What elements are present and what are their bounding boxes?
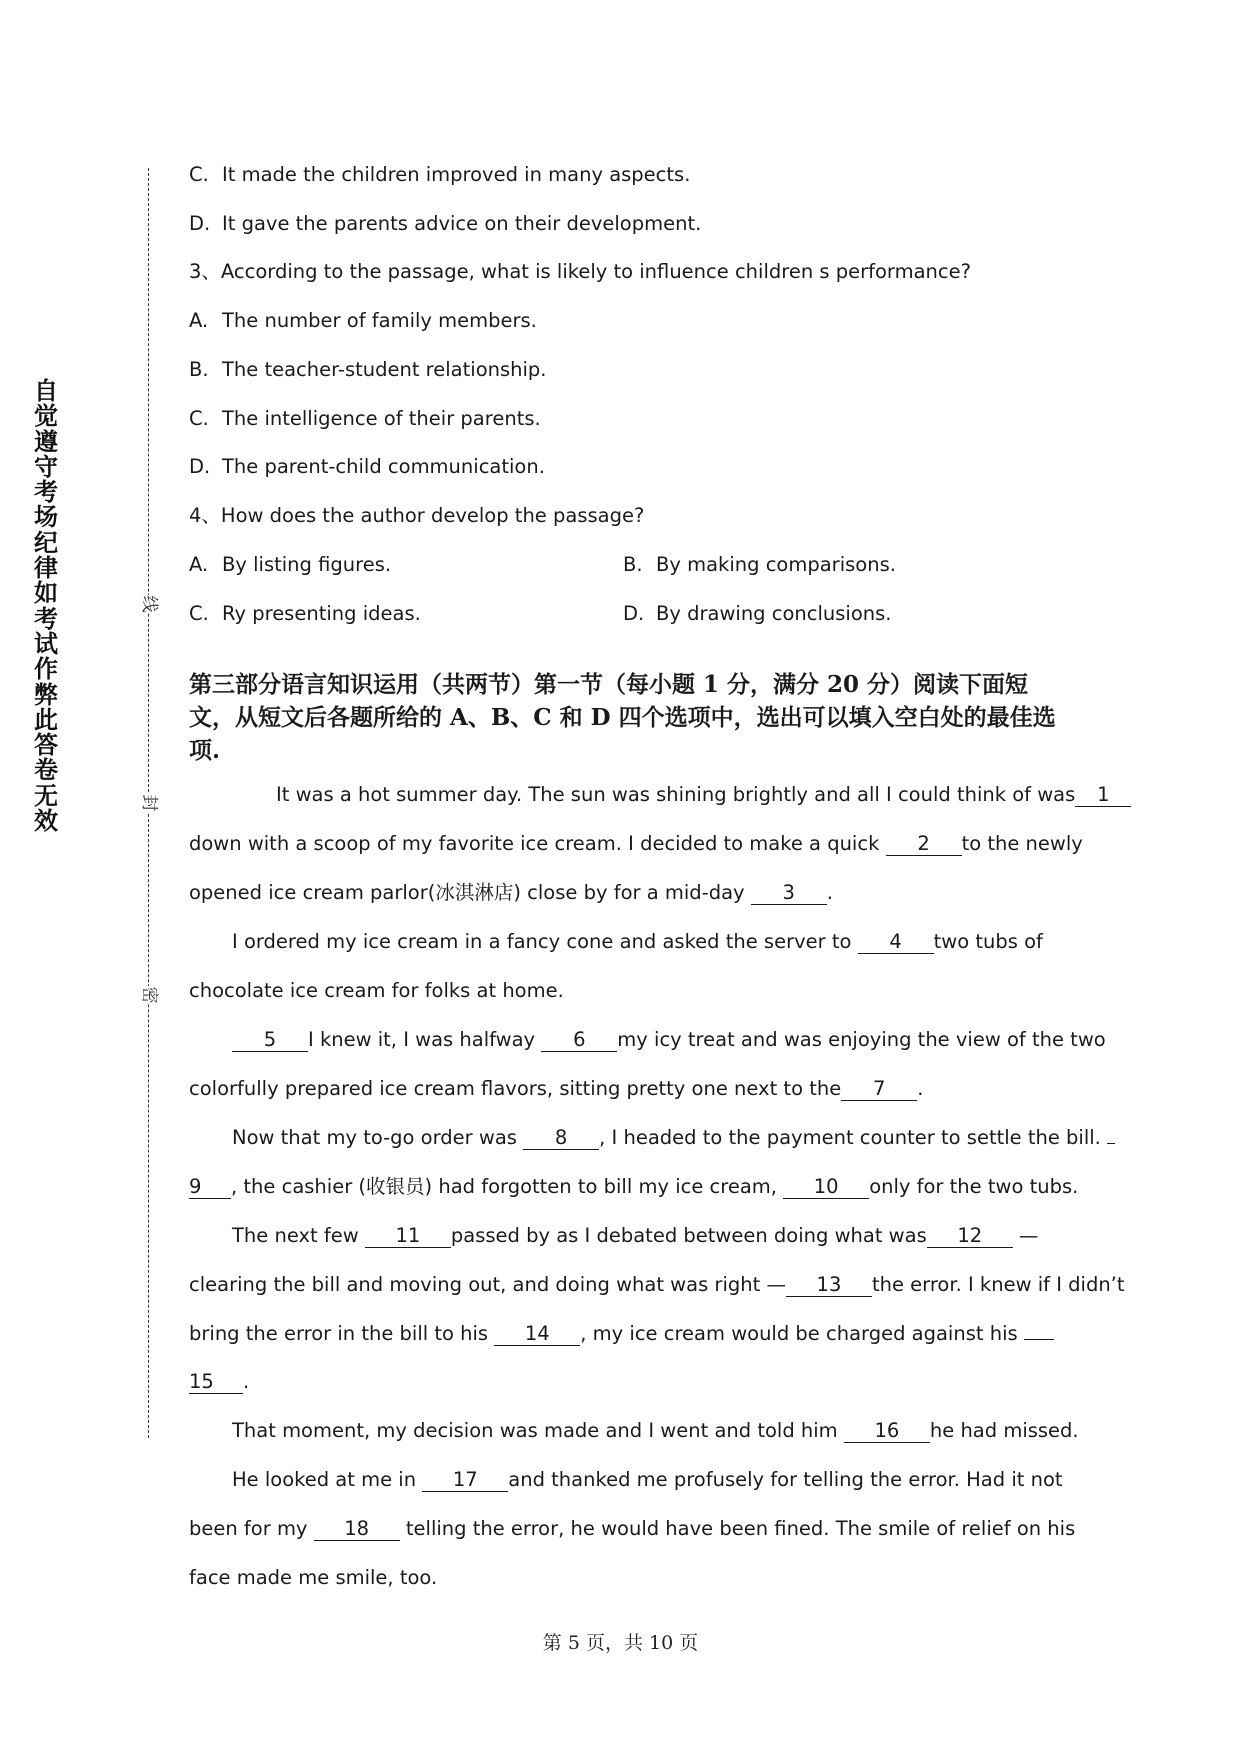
option-q4-d [623,602,892,626]
option-text: By drawing conclusions. [656,602,892,625]
warning-char: 守 [34,451,58,481]
passage-line [232,1028,1106,1052]
passage-text: he had missed. [929,1419,1079,1442]
passage-text: , I headed to the payment counter to settle the bill. [599,1126,1108,1149]
warning-char: 自 [34,376,58,405]
option-letter: C. [189,602,209,625]
passage-text: The next few [232,1224,365,1247]
page-number-footer: 第 5 页，共 10 页 [542,1632,699,1654]
passage-text: That moment, my decision was made and I went and told him [232,1419,844,1442]
option-text: It made the children improved in many aspects. [222,163,691,186]
passage-text: It was a hot summer day. The sun was shining brightly and all I could think of was [276,783,1076,806]
exam-discipline-warning [28,376,64,836]
answer-blank: 5 [232,1028,308,1052]
passage-line [232,1419,1079,1443]
passage-line [189,1273,1125,1297]
option-q3-a [189,309,537,333]
option-letter: A. [189,309,209,332]
answer-blank: 8 [523,1126,599,1150]
answer-blank: 4 [858,930,934,954]
option-letter: D. [189,212,211,235]
option-text: The intelligence of their parents. [222,407,541,430]
passage-line [189,1077,923,1101]
option-letter: D. [189,455,211,478]
passage-text: I ordered my ice cream in a fancy cone and asked the server to [232,930,858,953]
passage-text: my icy treat and was enjoying the view of the two [617,1028,1106,1051]
passage-text: . [917,1077,924,1100]
warning-char: 如 [34,578,58,608]
passage-line [232,1224,1038,1248]
answer-blank: 7 [841,1077,917,1101]
passage-text: the error. I knew if I didn’t [871,1273,1125,1296]
passage-line [189,881,833,905]
warning-char: 效 [34,806,58,836]
passage-text: ) had forgotten to bill my ice cream, [424,1175,784,1198]
warning-char: 此 [34,704,58,734]
option-text: By making comparisons. [656,553,896,576]
question-4-stem: 4、How does the author develop the passage? [189,504,645,527]
passage-line [189,1322,1054,1346]
passage-text: to the newly [961,832,1083,855]
passage-text: passed by as I debated between doing what was [450,1224,927,1247]
passage-line [189,1517,1075,1541]
passage-line [232,930,1043,954]
answer-blank: 16 [844,1419,930,1443]
option-q2-d [189,212,701,236]
option-text: The teacher-student relationship. [222,358,547,381]
option-text: Ry presenting ideas. [222,602,421,625]
option-q4-b [623,553,896,577]
passage-text: two tubs of [933,930,1043,953]
option-letter: B. [189,358,209,381]
passage-text-chinese: 冰淇淋店 [435,881,514,904]
answer-blank: 2 [886,832,962,856]
option-q4-c [189,602,421,625]
option-text: By listing figures. [222,553,392,576]
answer-blank: 9 [189,1175,231,1199]
passage-line [232,1468,1063,1492]
answer-blank: 3 [751,881,827,905]
option-q2-c [189,163,690,187]
warning-char: 无 [34,780,58,810]
passage-line: face made me smile, too. [189,1566,438,1589]
option-text: It gave the parents advice on their development. [222,212,702,235]
warning-char: 作 [34,654,58,684]
answer-blank-start [1024,1338,1054,1340]
option-row-q4-ab [189,553,1059,577]
answer-blank: 6 [541,1028,617,1052]
warning-char: 答 [34,730,58,760]
answer-blank: 18 [314,1517,400,1541]
passage-text-chinese: 收银员 [366,1175,425,1198]
passage-text: . [243,1370,250,1393]
option-row-q4-cd [189,602,1059,626]
option-q3-d [189,455,545,479]
passage-line [276,783,1131,807]
warning-char: 考 [34,477,58,507]
passage-text: opened ice cream parlor( [189,881,436,904]
warning-char: 试 [34,628,58,658]
warning-char: 场 [34,502,58,532]
answer-blank: 12 [927,1224,1013,1248]
option-letter: C. [189,163,209,186]
warning-char: 纪 [34,527,58,557]
passage-text: I knew it, I was halfway [308,1028,542,1051]
warning-char: 遵 [34,426,58,456]
option-q3-b [189,358,547,382]
option-q3-c [189,407,541,431]
warning-char: 弊 [34,679,58,709]
seal-mark-secret: 密 [139,986,159,1004]
question-3-stem: 3、According to the passage, what is likely to influence children s performance? [189,260,971,283]
answer-blank: 17 [422,1468,508,1492]
passage-line [189,1175,1078,1199]
passage-line [189,1370,249,1394]
answer-blank: 15 [189,1370,243,1394]
passage-text: — [1012,1224,1039,1247]
answer-blank-start [1107,1142,1115,1144]
passage-text: clearing the bill and moving out, and doing what was right — [189,1273,786,1296]
warning-char: 律 [34,553,58,583]
passage-text: ) close by for a mid-day [513,881,751,904]
seal-mark-line: 线 [139,595,159,613]
warning-char: 觉 [34,401,58,431]
passage-text: Now that my to-go order was [232,1126,524,1149]
section-heading: 第三部分语言知识运用（共两节）第一节（每小题 1 分，满分 20 分）阅读下面短文，从短文后各题所给的 A、B、C 和 D 四个选项中，选出可以填入空白处的最佳选项. [189,671,1056,764]
passage-text: He looked at me in [232,1468,423,1491]
option-letter: B. [623,553,643,576]
seal-mark-seal: 封 [139,794,159,812]
answer-blank: 13 [786,1273,872,1297]
option-letter: A. [189,553,209,576]
warning-char: 卷 [34,755,58,785]
passage-line: chocolate ice cream for folks at home. [189,979,564,1002]
passage-line [232,1126,1115,1150]
passage-text: only for the two tubs. [869,1175,1079,1198]
answer-blank: 11 [365,1224,451,1248]
option-letter: D. [623,602,645,625]
answer-blank: 14 [494,1322,580,1346]
option-text: The number of family members. [222,309,537,332]
warning-char: 考 [34,603,58,633]
option-letter: C. [189,407,209,430]
passage-text: . [826,881,833,904]
answer-blank: 1 [1075,783,1131,807]
passage-text: and thanked me profusely for telling the error. Had it not [508,1468,1063,1491]
passage-text: , the cashier ( [231,1175,367,1198]
answer-blank: 10 [783,1175,869,1199]
passage-text: telling the error, he would have been fined. The smile of relief on his [399,1517,1076,1540]
passage-text: been for my [189,1517,314,1540]
passage-text: down with a scoop of my favorite ice cream. I decided to make a quick [189,832,886,855]
passage-text: , my ice cream would be charged against his [580,1322,1024,1345]
passage-line [189,832,1083,856]
option-text: The parent-child communication. [222,455,545,478]
passage-text: colorfully prepared ice cream flavors, sitting pretty one next to the [189,1077,842,1100]
option-q4-a [189,553,391,576]
passage-text: bring the error in the bill to his [189,1322,495,1345]
